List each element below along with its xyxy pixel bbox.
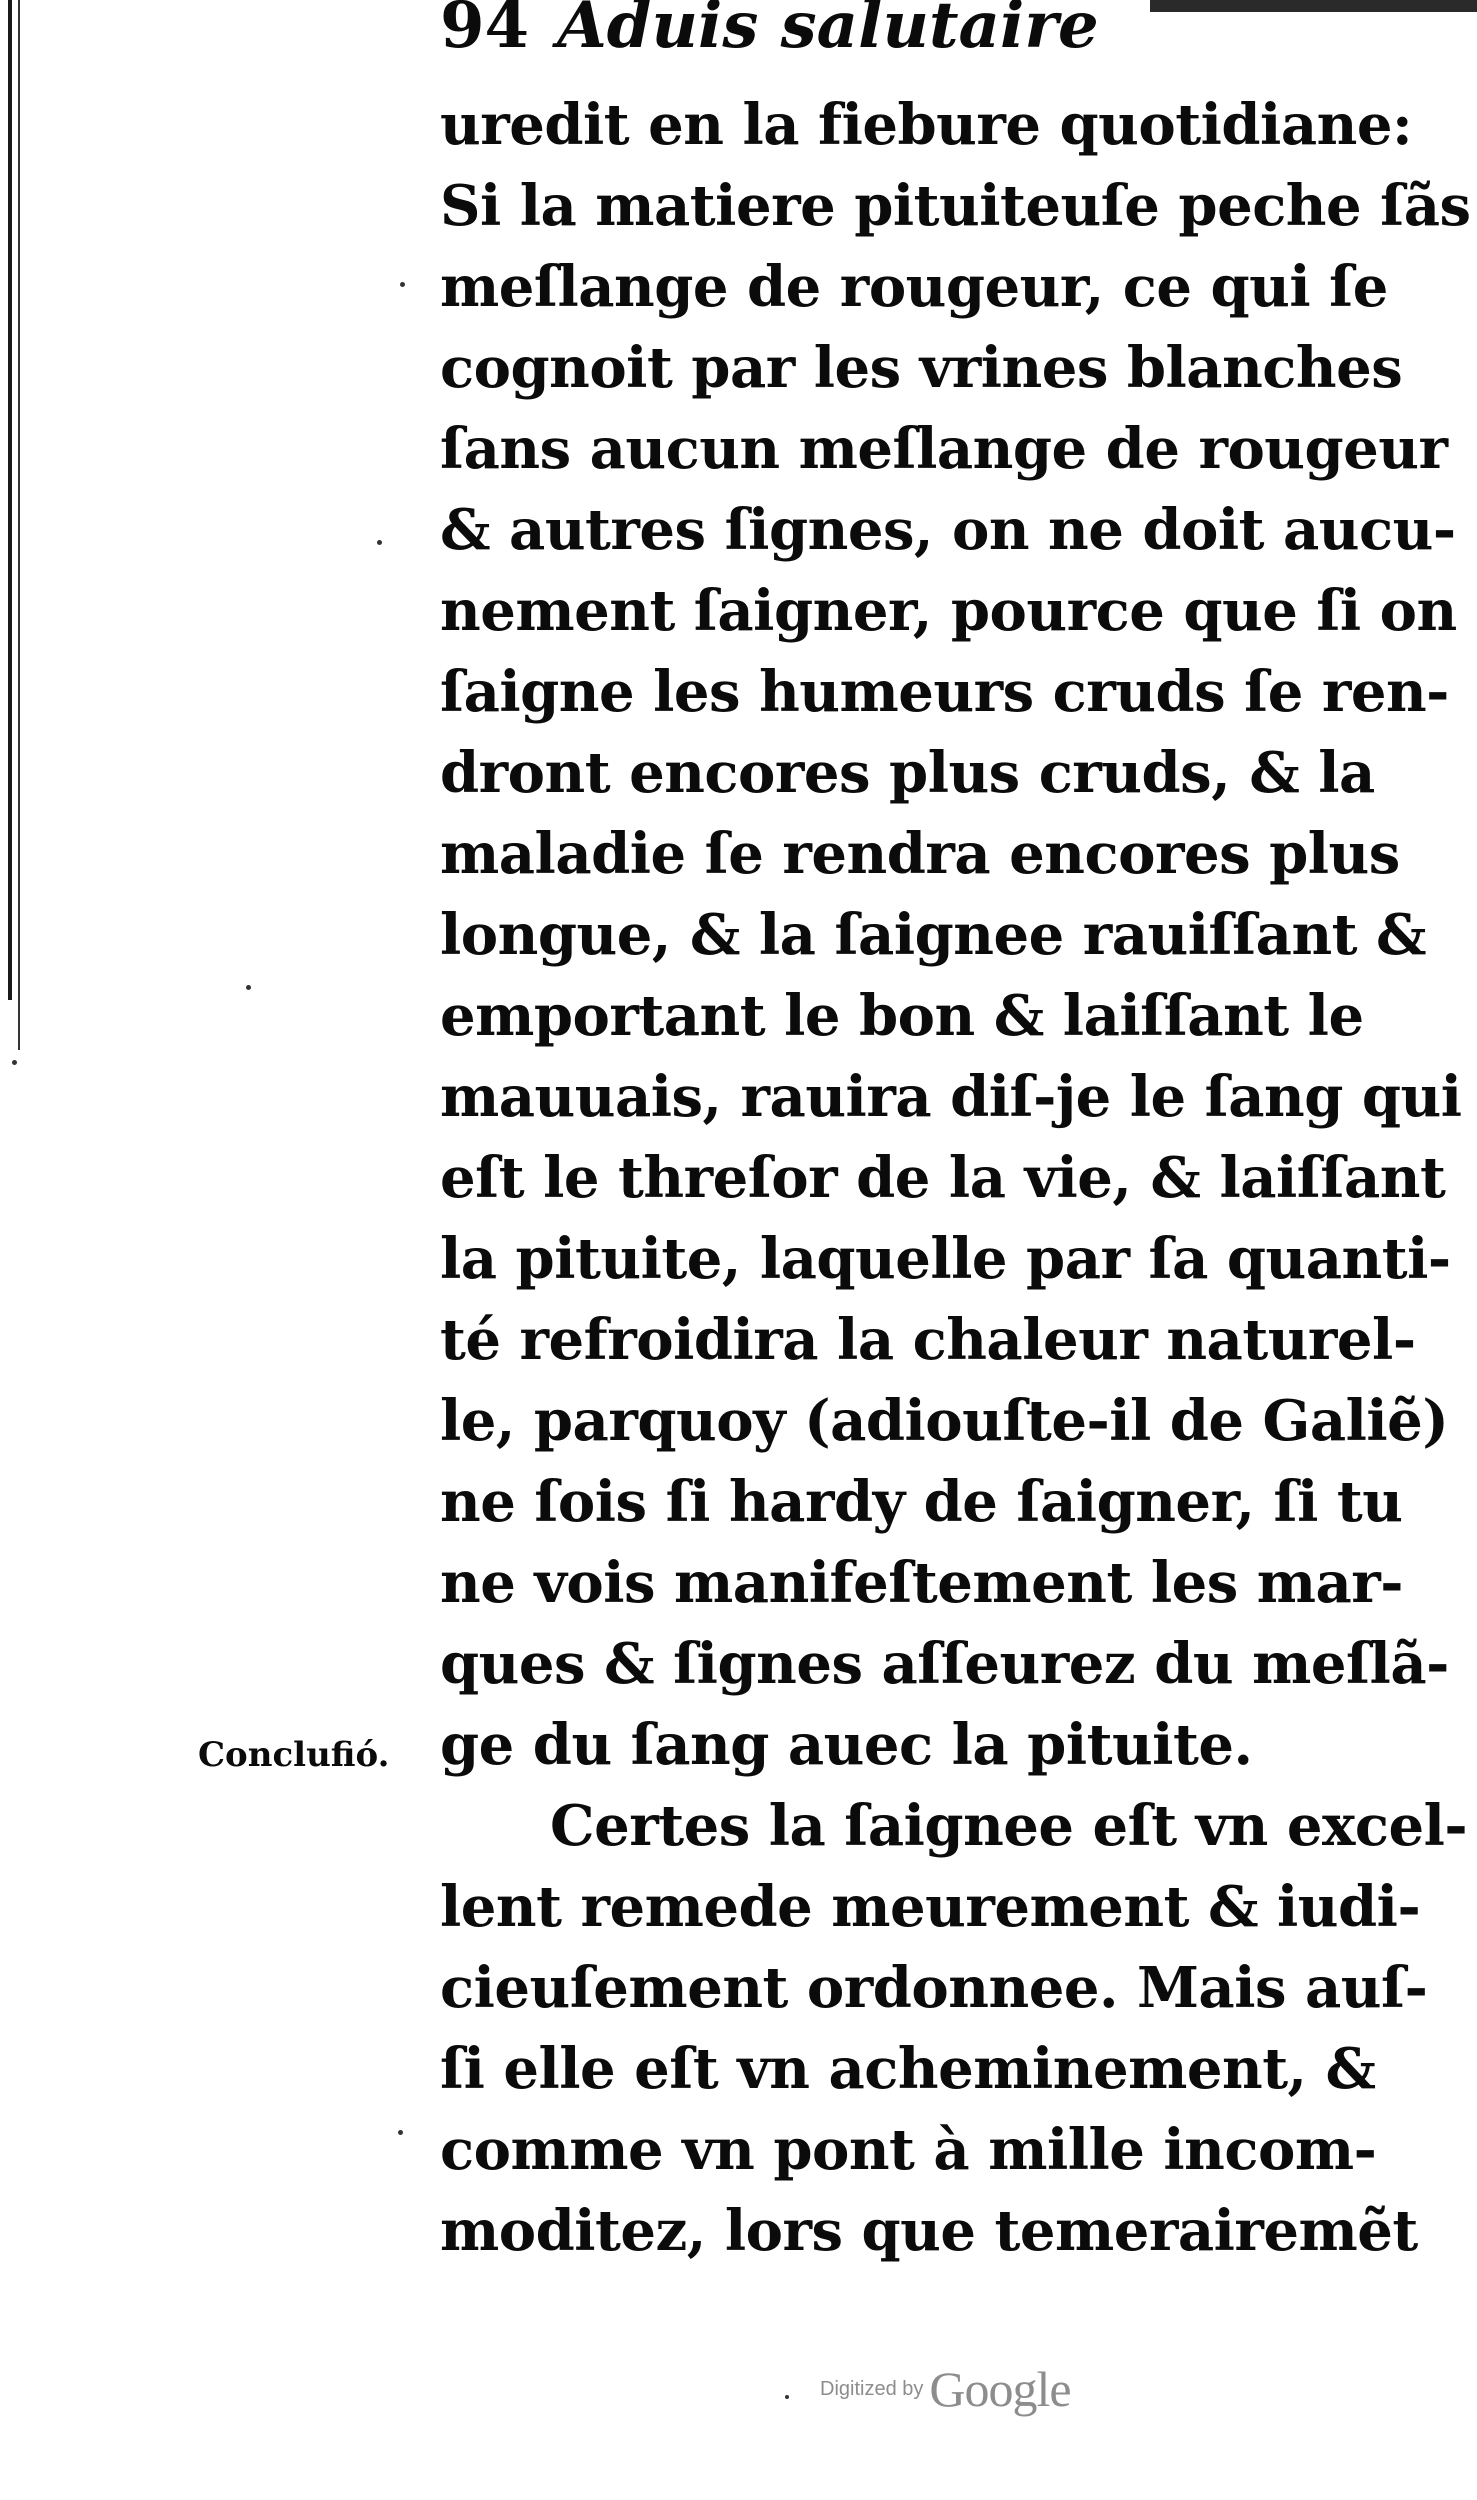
page-header [440, 0, 1099, 66]
text-line: ne ſois ſi hardy de ſaigner, ſi tu [440, 1469, 1403, 1535]
body-text [440, 85, 1471, 2272]
ink-speck [377, 540, 382, 545]
running-head: Aduis salutaire [557, 0, 1099, 63]
page-number: 94 [440, 0, 530, 63]
text-line: ge du ſang auec la pituite. [440, 1712, 1253, 1778]
page-top-edge [1150, 0, 1477, 12]
text-line: longue, & la ſaignee rauiſſant & [440, 902, 1427, 968]
text-line: meſlange de rougeur, ce qui ſe [440, 254, 1388, 320]
text-line: dront encores plus cruds, & la [440, 740, 1375, 806]
google-wordmark: Google [929, 2361, 1071, 2417]
ink-speck [246, 985, 251, 990]
ink-speck [398, 2130, 403, 2135]
ink-speck [12, 1060, 17, 1065]
page-edge-rule [8, 0, 12, 1000]
text-line: lent remede meurement & iudi- [440, 1874, 1421, 1940]
text-line: le, parquoy (adiouſte-il de Galiẽ) [440, 1388, 1449, 1454]
text-line: ne vois manifeſtement les mar- [440, 1550, 1404, 1616]
text-line: ſaigne les humeurs cruds ſe ren- [440, 659, 1449, 725]
text-line: la pituite, laquelle par ſa quanti- [440, 1226, 1451, 1292]
text-line: eſt le threſor de la vie, & laiſſant [440, 1145, 1446, 1211]
text-line: cognoit par les vrines blanches [440, 335, 1403, 401]
page-edge-rule-inner [18, 0, 20, 1050]
text-line: té refroidira la chaleur naturel- [440, 1307, 1416, 1373]
text-line: nement ſaigner, pource que ſi on [440, 578, 1457, 644]
text-line: Si la matiere pituiteuſe peche ſãs [440, 173, 1471, 239]
digitization-watermark [820, 2360, 1071, 2418]
text-line: comme vn pont à mille incom- [440, 2117, 1377, 2183]
digitized-label: Digitized by [820, 2377, 924, 2400]
text-line: mauuais, rauira diſ-je le ſang qui [440, 1064, 1462, 1130]
text-line: & autres ſignes, on ne doit aucu- [440, 497, 1456, 563]
paragraph-start-line: Certes la ſaignee eſt vn excel- [550, 1793, 1468, 1859]
text-line: cieuſement ordonnee. Mais auſ- [440, 1955, 1428, 2021]
text-line: maladie ſe rendra encores plus [440, 821, 1400, 887]
text-line: uredit en la fiebure quotidiane: [440, 92, 1413, 158]
text-line: ques & ſignes aſſeurez du meſlã- [440, 1631, 1449, 1697]
ink-speck [785, 2395, 789, 2399]
ink-speck [400, 282, 405, 287]
text-line: moditez, lors que temerairemẽt [440, 2198, 1418, 2264]
marginal-note: Conclufió. [198, 1735, 390, 1775]
text-line: emportant le bon & laiſſant le [440, 983, 1364, 1049]
text-line: ſans aucun meſlange de rougeur [440, 416, 1448, 482]
text-line: ſi elle eſt vn acheminement, & [440, 2036, 1376, 2102]
